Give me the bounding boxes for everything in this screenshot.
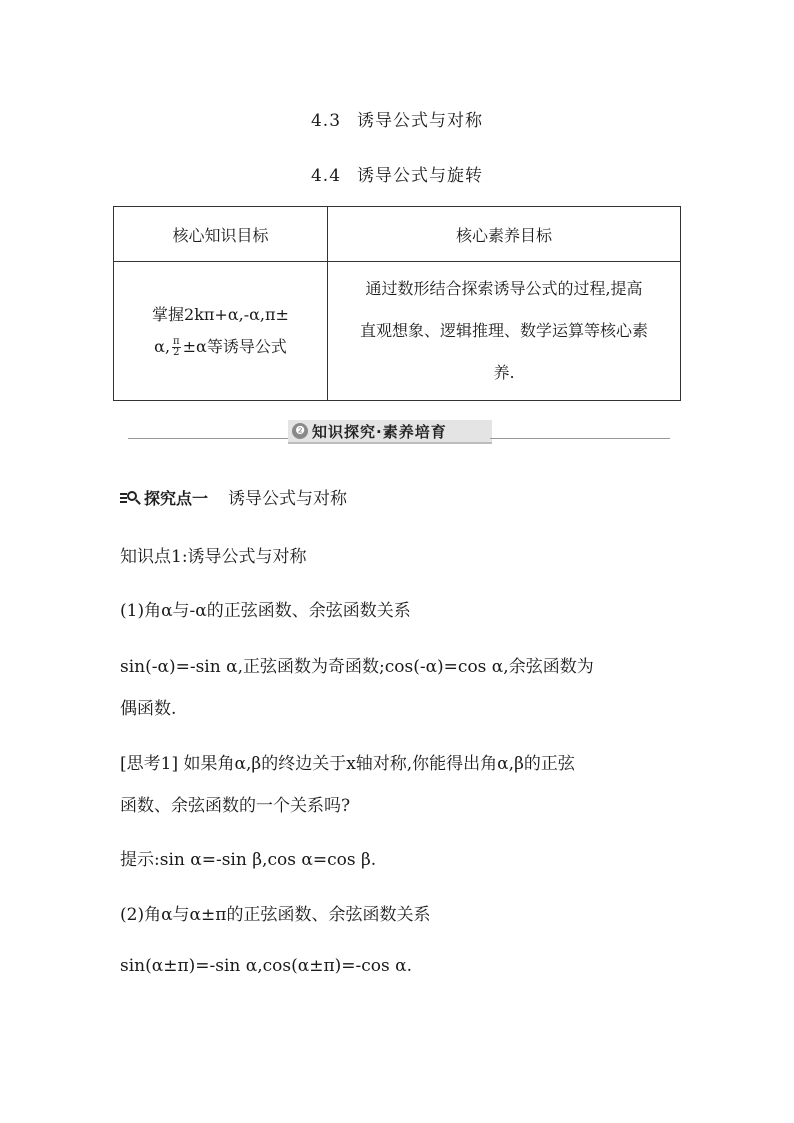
subsection-1: (1)角α与-α的正弦函数、余弦函数关系 bbox=[120, 601, 411, 621]
explore-label: 探究点一 bbox=[144, 489, 209, 508]
knowledge-point-1: 知识点1:诱导公式与对称 bbox=[120, 547, 307, 567]
knowledge-goal-text: ±α等诱导公式 bbox=[182, 337, 287, 356]
section-title-4-4 bbox=[0, 161, 794, 186]
fraction-pi-over-2 bbox=[172, 337, 181, 358]
subsection-2: (2)角α与α±π的正弦函数、余弦函数关系 bbox=[120, 905, 431, 925]
section-number: 4.3 bbox=[310, 111, 342, 131]
section-title-text: 诱导公式与对称 bbox=[357, 111, 484, 131]
explore-heading bbox=[120, 484, 347, 509]
knowledge-goal-text: α, bbox=[154, 337, 171, 356]
section-number: 4.4 bbox=[310, 166, 342, 186]
banner-rule-left bbox=[128, 438, 290, 439]
knowledge-goal-line1: 掌握2kπ+α,-α,π± bbox=[152, 305, 289, 324]
formula-2: sin(α±π)=-sin α,cos(α±π)=-cos α. bbox=[120, 956, 413, 976]
knowledge-goal-line2 bbox=[120, 331, 321, 363]
formula-1-line1: sin(-α)=-sin α,正弦函数为奇函数;cos(-α)=cos α,余弦函数为 bbox=[120, 657, 594, 677]
hint-1: 提示:sin α=-sin β,cos α=cos β. bbox=[120, 850, 377, 870]
banner-box bbox=[288, 420, 492, 444]
literacy-goal-line3: 养. bbox=[493, 363, 515, 382]
section-title-4-3 bbox=[0, 106, 794, 131]
number-badge-icon: ❷ bbox=[292, 423, 308, 439]
think-1-line2: 函数、余弦函数的一个关系吗? bbox=[120, 796, 351, 816]
think-1-line1: [思考1] 如果角α,β的终边关于x轴对称,你能得出角α,β的正弦 bbox=[120, 754, 575, 774]
goals-table-header-row bbox=[114, 207, 681, 262]
header-literacy-goal: 核心素养目标 bbox=[328, 207, 681, 262]
section-title-text: 诱导公式与旋转 bbox=[357, 166, 484, 186]
formula-1-line2: 偶函数. bbox=[120, 699, 177, 719]
section-banner bbox=[128, 420, 670, 444]
literacy-goal-line1: 通过数形结合探索诱导公式的过程,提高 bbox=[365, 279, 643, 298]
banner-text: 知识探究·素养培育 bbox=[312, 423, 447, 441]
banner-rule-right bbox=[490, 438, 670, 439]
explore-title: 诱导公式与对称 bbox=[228, 489, 348, 509]
goals-table-body-row bbox=[114, 262, 681, 401]
magnifier-icon bbox=[120, 490, 142, 506]
literacy-goal-cell bbox=[328, 262, 681, 401]
goals-table bbox=[113, 206, 681, 401]
fraction-denominator: 2 bbox=[173, 347, 180, 358]
fraction-numerator: π bbox=[173, 336, 180, 347]
knowledge-goal-cell bbox=[114, 262, 328, 401]
header-knowledge-goal: 核心知识目标 bbox=[114, 207, 328, 262]
literacy-goal-line2: 直观想象、逻辑推理、数学运算等核心素 bbox=[359, 321, 648, 340]
